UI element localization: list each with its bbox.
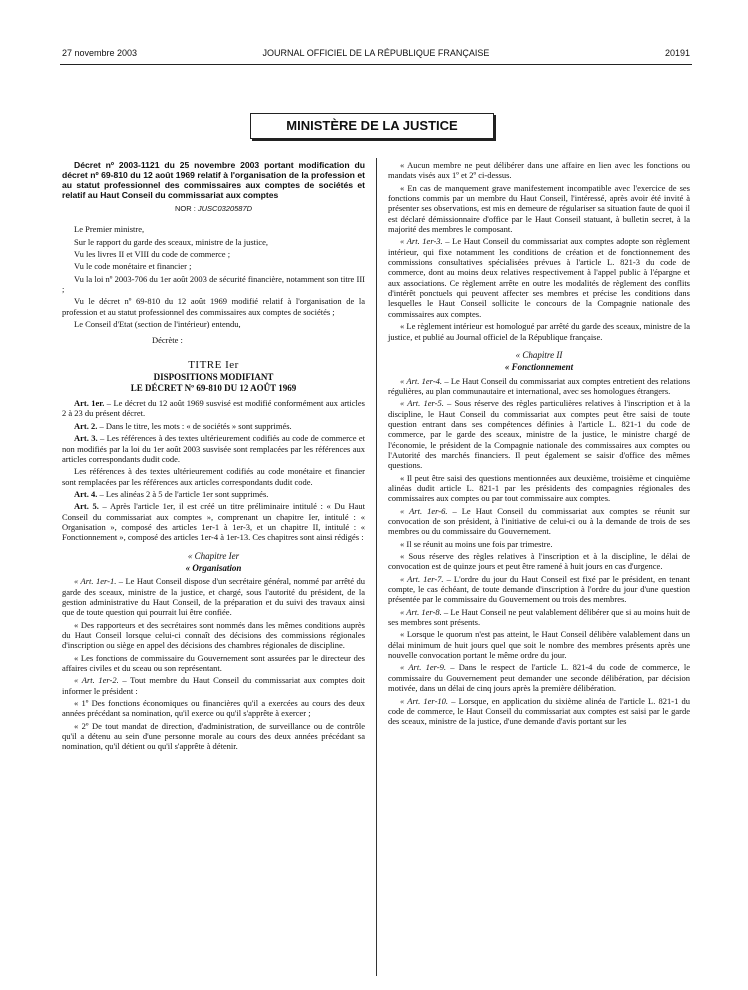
article-paragraph [62, 433, 365, 464]
titre-label: TITRE Ier [188, 358, 239, 371]
article-number: « Art. 1er-6. [400, 505, 448, 516]
chapter-1-section: « Organisation [185, 562, 242, 573]
article-paragraph [388, 236, 690, 319]
article-text: « Lorsque le quorum n'est pas atteint, le Haut Conseil délibère valablement dans un délai minimum de huit jours quel que soit le nombre des membres présents après une nouvelle convocation portant le même ordre du jour. [388, 629, 690, 661]
paragraph [62, 620, 365, 651]
article-number: « Art. 1er-2. [74, 675, 119, 686]
article-text: – Le décret du 12 août 1969 susvisé est modifié conformément aux articles 2 à 23 du présent décret. [62, 398, 365, 419]
right-column [388, 160, 690, 729]
header-journal-title: JOURNAL OFFICIEL DE LA RÉPUBLIQUE FRANÇAISE [262, 48, 490, 58]
nor-label: NOR : [174, 204, 198, 213]
article-text: « Il peut être saisi des questions mentionnées aux deuxième, troisième et cinquième alinéas dudit article L. 821-1 par les présidents des compagnies régionales des commissaires aux comptes ou par tout commissaire aux comptes. [388, 472, 690, 504]
decree-title: Décret nº 2003-1121 du 25 novembre 2003 portant modification du décret nº 69-810 du 12 août 1969 relatif à l'organisation de la profession et au statut professionnel des commissaires aux comptes de sociétés et relatif au Haut Conseil du commissariat aux comptes [62, 160, 365, 200]
header-date: 27 novembre 2003 [62, 48, 138, 58]
article-paragraph [62, 576, 365, 617]
article-number: « Art. 1er-3. [400, 236, 443, 247]
paragraph [388, 539, 690, 549]
article-paragraph [388, 607, 690, 628]
decrete: Décrète : [152, 335, 183, 346]
article-paragraph [62, 501, 365, 542]
article-text: – Dans le titre, les mots : « de sociétés » sont supprimés. [97, 420, 292, 431]
article-text: – Lorsque, en application du sixième alinéa de l'article L. 821-1 du code de commerce, le Haut Conseil du commissariat aux comptes est saisi par le garde des sceaux, ministre de la justice, d'une demande d'avis portant sur les [388, 695, 691, 727]
titre-heading [62, 372, 365, 394]
paragraph [62, 721, 365, 752]
article-text: Les références à des textes ultérieurement codifiés au code monétaire et financier sont remplacées par les références aux articles correspondants dudit code. [62, 466, 365, 487]
paragraph [388, 629, 690, 660]
preamble [62, 224, 365, 329]
paragraph [62, 653, 365, 674]
titre-heading-1: DISPOSITIONS MODIFIANT [153, 372, 274, 383]
article-paragraph [62, 675, 365, 696]
chapter-1-articles [62, 576, 365, 752]
article-paragraph [388, 574, 690, 605]
article-paragraph [62, 421, 365, 431]
article-paragraph [388, 398, 690, 470]
paragraph [388, 160, 690, 181]
page-header [62, 48, 690, 62]
article-text: – Sous réserve des règles particulières relatives à l'inscription et à la discipline, le Haut Conseil du commissariat aux comptes peut être saisi de toute question entrant dans ses compétences définies à l'article L. 821-1 du code de commerce, par le garde des sceaux, ministre de la justice, le ministre chargé de l'économie, le président de la Compagnie nationale des commissaires aux comptes ou l'Autorité des marchés financiers. Il peut également se saisir d'office des mêmes questions. [388, 398, 690, 471]
article-text: – Le Haut Conseil ne peut valablement délibérer que si au moins huit de ses membres sont présents. [388, 606, 690, 628]
article-paragraph [388, 376, 690, 397]
paragraph [388, 551, 690, 572]
nor-code: JUSC0320587D [197, 204, 253, 213]
preamble-line: Vu le code monétaire et financier ; [74, 261, 192, 272]
article-text: – Tout membre du Haut Conseil du commissariat aux comptes doit informer le président : [62, 675, 366, 696]
article-text: – Dans le respect de l'article L. 821-4 du code de commerce, le commissaire du Gouvernement peut demander une seconde délibération, par décision motivée, dans un délai de cinq jours après la première délibération. [388, 662, 690, 694]
article-number: Art. 4. [74, 488, 98, 499]
article-number: « Art. 1er-10. [400, 695, 449, 706]
column-divider [376, 158, 377, 976]
article-text: « En cas de manquement grave manifestement incompatible avec l'exercice de ses fonctions commis par un membre du Haut Conseil, l'intéressé, après avoir été invité à présenter ses observations, est mis en demeure de régulariser sa situation faute de quoi il est déclaré démissionnaire d'office par le Haut Conseil statuant, à bulletin secret, à la majorité des membres le composant. [388, 182, 690, 235]
article-number: Art. 3. [74, 433, 98, 444]
article-text: « Des rapporteurs et des secrétaires sont nommés dans les mêmes conditions auprès du Haut Conseil lorsque celui-ci connaît des décisions des commissions régionales d'inscription ou siège en appel des décisions des chambres régionales de discipline. [62, 619, 365, 651]
article-text: – Après l'article 1er, il est créé un titre préliminaire intitulé : « Du Haut Conseil du commissariat aux comptes », comprenant un chapitre Ier, intitulé : « Organisation », composé des articles 1er-1 à 1er-3, et un chapitre II, intitulé : « Fonctionnement », composé des articles 1er-4 à 1er-13. Ces chapitres sont ainsi rédigés : [62, 501, 365, 543]
paragraph [62, 466, 365, 487]
chapter-2-articles [388, 376, 690, 727]
articles-list [62, 398, 365, 542]
article-number: « Art. 1er-1. [74, 576, 117, 587]
preamble-line: Le Conseil d'Etat (section de l'intérieur) entendu, [74, 319, 241, 330]
preamble-line: Vu la loi nº 2003-706 du 1er août 2003 de sécurité financière, notamment son titre III ; [62, 273, 365, 295]
chapter-1-label: « Chapitre Ier [187, 550, 240, 561]
article-number: Art. 2. [74, 420, 98, 431]
preamble-line: Sur le rapport du garde des sceaux, ministre de la justice, [74, 236, 269, 247]
header-rule [60, 64, 692, 65]
article-text: « Aucun membre ne peut délibérer dans une affaire en lien avec les fonctions ou mandats visés aux 1º et 2º ci-dessus. [388, 160, 690, 181]
article-text: – Le Haut Conseil du commissariat aux comptes entretient des relations régulières, au plan communautaire et international, avec ses homologues étrangers. [388, 375, 691, 396]
article-text: – Les références à des textes ultérieurement codifiés au code de commerce et non modifiés par la loi du 1er août 2003 susvisée sont remplacées par les références aux articles correspondants dudit code. [62, 433, 365, 464]
article-number: « Art. 1er-4. [400, 375, 443, 386]
paragraph [388, 473, 690, 504]
article-text: – Le Haut Conseil du commissariat aux comptes adopte son règlement intérieur, qui fixe notamment les conditions de création et de fonctionnement des commissions consultatives spécialisées prévues à l'article L. 821-3 du code de commerce, dont au moins deux relatives respectivement à l'appel public à l'épargne et aux associations. Ce règlement arrête en outre les modalités de règlement des conflits d'intérêt ponctuels qui peuvent affecter ses membres et précise les conditions dans lesquelles le Haut Conseil sollicite le concours de la Compagnie nationale des commissaires aux comptes. [388, 236, 690, 319]
chapter-2-label: « Chapitre II [515, 349, 563, 360]
article-number: « Art. 1er-8. [400, 606, 442, 617]
preamble-line: Le Premier ministre, [74, 224, 145, 235]
paragraph [388, 321, 690, 342]
article-text: – Les alinéas 2 à 5 de l'article 1er sont supprimés. [97, 488, 269, 499]
left-column [62, 160, 365, 754]
article-text: « 2º De tout mandat de direction, d'administration, de surveillance ou de contrôle qu'il a détenu au sein d'une personne morale au cours des deux années précédant sa nomination, qu'il détient ou qu'il s'apprête à détenir. [62, 720, 365, 752]
article-paragraph [62, 398, 365, 419]
article-text: « Il se réunit au moins une fois par trimestre. [400, 538, 553, 549]
article-number: « Art. 1er-9. [400, 662, 446, 673]
article-paragraph [388, 662, 690, 693]
titre-heading-2: LE DÉCRET Nº 69-810 DU 12 AOÛT 1969 [130, 383, 297, 394]
article-text: « Sous réserve des règles relatives à l'inscription et à la discipline, le délai de convocation est de quinze jours et peut être ramené à huit jours en cas d'urgence. [388, 551, 690, 572]
chapter-2-section: « Fonctionnement [504, 362, 574, 373]
article-text: « Les fonctions de commissaire du Gouvernement sont assurées par le directeur des affaires civiles et du sceau ou son représentant. [62, 652, 365, 674]
preamble-line: Vu les livres II et VIII du code de commerce ; [74, 249, 231, 260]
preamble-line: Vu le décret nº 69-810 du 12 août 1969 modifié relatif à l'organisation de la profession et au statut professionnel des commissaires aux comptes de sociétés ; [62, 296, 365, 317]
article-number: « Art. 1er-5. [400, 398, 444, 409]
paragraph [388, 183, 690, 235]
article-text: – Le Haut Conseil dispose d'un secrétaire général, nommé par arrêté du garde des sceaux, ministre de la justice, et chargé, sous l'autorité du président, de la gestion administrative du Haut Conseil, de la préparation et du suivi des travaux ainsi que de toute question qui pourrait lui être confiée. [62, 576, 366, 618]
article-paragraph [62, 489, 365, 499]
header-page-number: 20191 [664, 48, 690, 58]
nor-reference [62, 204, 365, 214]
article-text: « 1º Des fonctions économiques ou financières qu'il a exercées au cours des deux années précédant sa nomination, qu'il exerce ou qu'il s'apprête à exercer ; [62, 698, 365, 719]
right-column-paragraphs [388, 160, 690, 342]
paragraph [62, 698, 365, 719]
article-text: – Le Haut Conseil du commissariat aux comptes se réunit sur convocation de son président, à l'initiative de celui-ci ou à la demande de trois de ses membres ou du commissaire du Gouvernement. [388, 505, 690, 537]
article-number: Art. 5. [74, 501, 99, 512]
ministry-box: MINISTÈRE DE LA JUSTICE [250, 113, 494, 139]
article-text: « Le règlement intérieur est homologué par arrêté du garde des sceaux, ministre de la justice, et publié au Journal officiel de la République française. [388, 321, 690, 342]
article-number: Art. 1er. [74, 398, 105, 409]
article-paragraph [388, 696, 690, 727]
article-text: – L'ordre du jour du Haut Conseil est fixé par le président, en tenant compte, le cas échéant, de toute demande d'inscription à l'ordre du jour d'une question présentée par le commissaire du Gouvernement ou trois des membres. [388, 573, 690, 605]
article-number: « Art. 1er-7. [400, 573, 444, 584]
article-paragraph [388, 506, 690, 537]
